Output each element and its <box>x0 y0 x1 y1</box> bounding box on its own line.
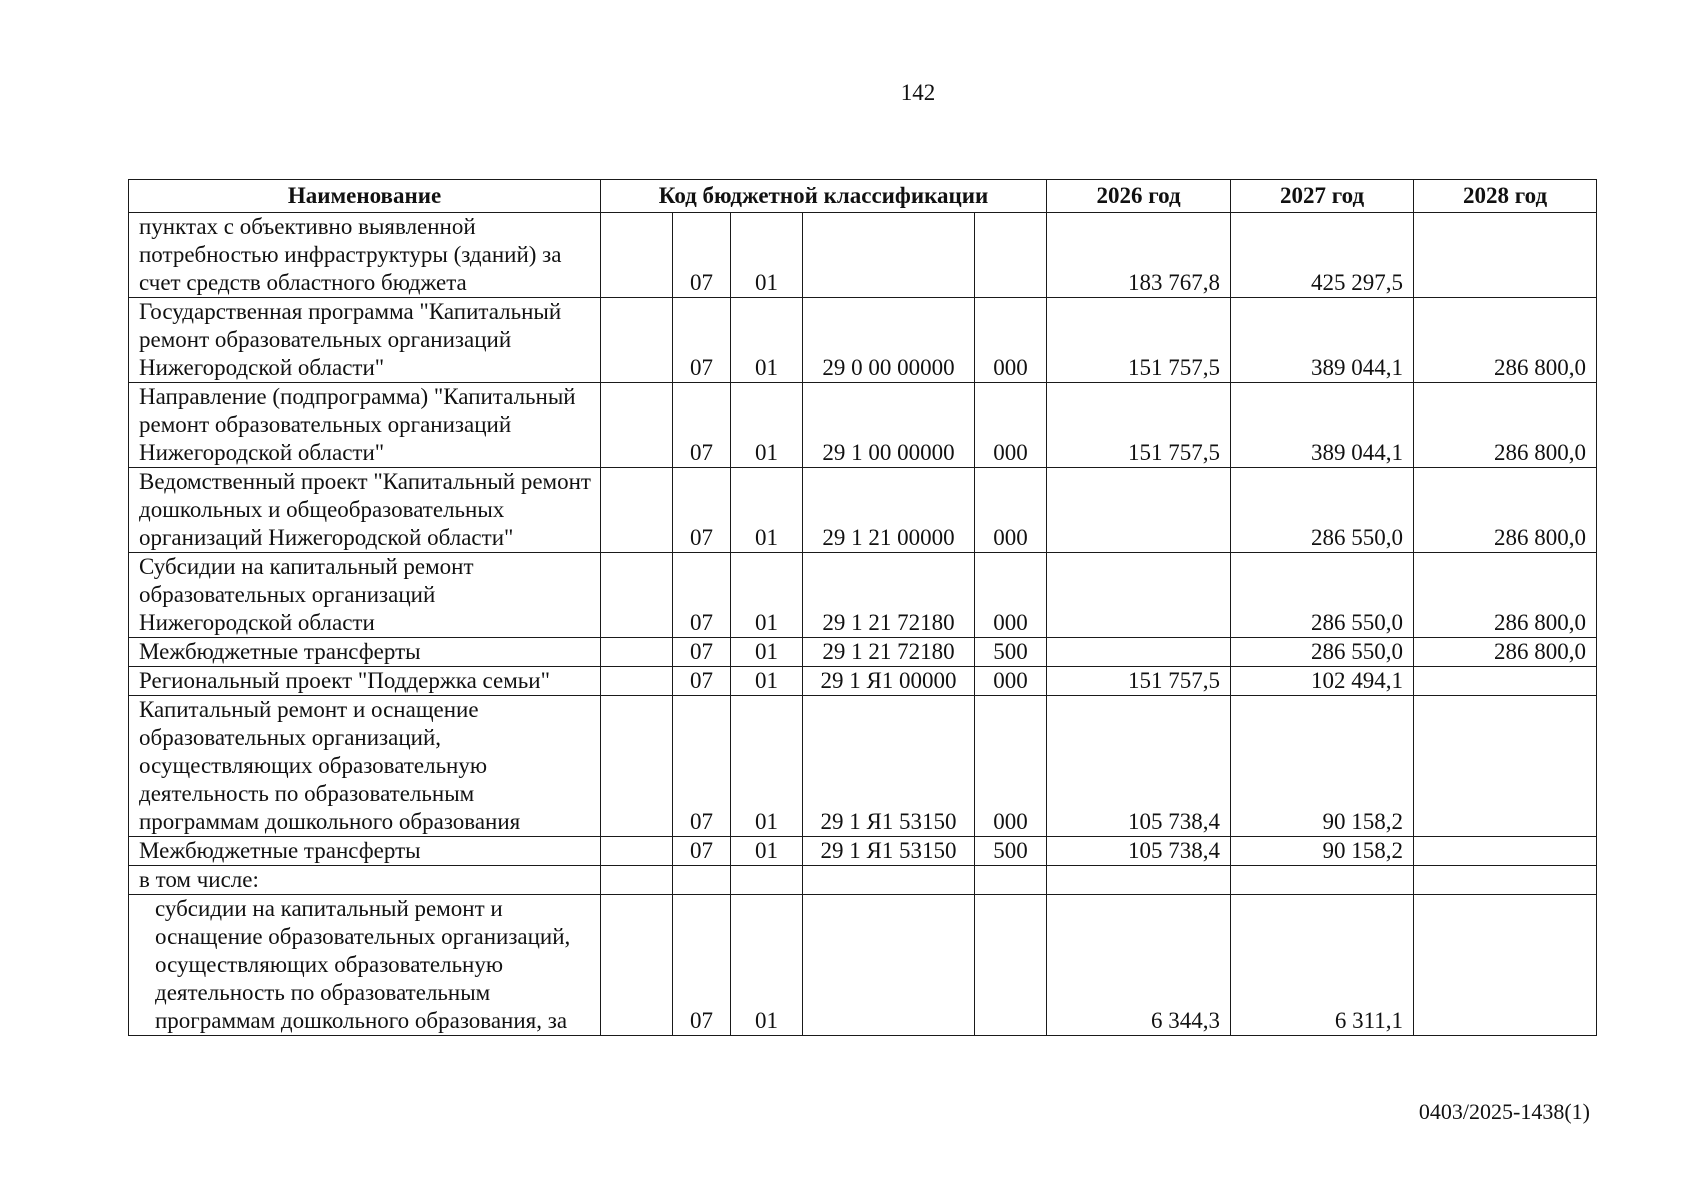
cell-code-expense-type: 000 <box>975 468 1047 553</box>
cell-value-2028: 286 800,0 <box>1414 383 1597 468</box>
table-header-row <box>129 180 1597 213</box>
cell-value-2027: 286 550,0 <box>1231 468 1414 553</box>
table-row <box>129 866 1597 895</box>
header-name: Наименование <box>129 180 601 213</box>
cell-name: Направление (подпрограмма) "Капитальный ремонт образовательных организаций Нижегородской области" <box>129 383 601 468</box>
document-id: 0403/2025-1438(1) <box>1418 1099 1590 1124</box>
cell-code-subsection: 01 <box>731 383 803 468</box>
cell-code-section: 07 <box>673 553 731 638</box>
cell-code-subsection: 01 <box>731 298 803 383</box>
cell-code-expense-type <box>975 213 1047 298</box>
cell-value-2028: 286 800,0 <box>1414 638 1597 667</box>
table-row <box>129 895 1597 1036</box>
cell-code-target: 29 1 21 00000 <box>803 468 975 553</box>
table-row <box>129 667 1597 696</box>
cell-code-section: 07 <box>673 837 731 866</box>
header-2028: 2028 год <box>1414 180 1597 213</box>
cell-value-2026: 151 757,5 <box>1047 383 1231 468</box>
cell-code-1 <box>601 837 673 866</box>
cell-name: Региональный проект "Поддержка семьи" <box>129 667 601 696</box>
cell-code-expense-type: 000 <box>975 696 1047 837</box>
cell-code-subsection: 01 <box>731 667 803 696</box>
cell-code-section: 07 <box>673 468 731 553</box>
cell-name: Ведомственный проект "Капитальный ремонт дошкольных и общеобразовательных организаций Нижегородской области" <box>129 468 601 553</box>
cell-code-section: 07 <box>673 667 731 696</box>
cell-code-target: 29 1 Я1 53150 <box>803 696 975 837</box>
cell-code-section <box>673 866 731 895</box>
cell-value-2028 <box>1414 837 1597 866</box>
cell-value-2027: 102 494,1 <box>1231 667 1414 696</box>
table-row <box>129 837 1597 866</box>
cell-value-2026: 105 738,4 <box>1047 696 1231 837</box>
cell-value-2026 <box>1047 638 1231 667</box>
header-2027: 2027 год <box>1231 180 1414 213</box>
cell-value-2028: 286 800,0 <box>1414 553 1597 638</box>
table-row <box>129 638 1597 667</box>
table-row <box>129 383 1597 468</box>
cell-value-2027: 286 550,0 <box>1231 638 1414 667</box>
cell-code-section: 07 <box>673 298 731 383</box>
table-row <box>129 553 1597 638</box>
cell-code-expense-type: 500 <box>975 837 1047 866</box>
cell-code-target: 29 1 Я1 00000 <box>803 667 975 696</box>
cell-code-subsection: 01 <box>731 638 803 667</box>
cell-code-target <box>803 213 975 298</box>
cell-code-expense-type: 000 <box>975 667 1047 696</box>
table-row <box>129 213 1597 298</box>
cell-code-section: 07 <box>673 383 731 468</box>
cell-code-1 <box>601 213 673 298</box>
cell-value-2026: 151 757,5 <box>1047 667 1231 696</box>
cell-value-2026 <box>1047 468 1231 553</box>
cell-name: пунктах с объективно выявленной потребностью инфраструктуры (зданий) за счет средств областного бюджета <box>129 213 601 298</box>
cell-code-1 <box>601 383 673 468</box>
cell-code-subsection: 01 <box>731 468 803 553</box>
cell-code-subsection: 01 <box>731 895 803 1036</box>
cell-name: субсидии на капитальный ремонт и оснащение образовательных организаций, осуществляющих образовательную деятельность по образовательным программам дошкольного образования, за <box>129 895 601 1036</box>
cell-value-2027: 90 158,2 <box>1231 696 1414 837</box>
cell-value-2026: 6 344,3 <box>1047 895 1231 1036</box>
header-code: Код бюджетной классификации <box>601 180 1047 213</box>
cell-code-target: 29 1 00 00000 <box>803 383 975 468</box>
cell-value-2027: 286 550,0 <box>1231 553 1414 638</box>
cell-value-2026: 151 757,5 <box>1047 298 1231 383</box>
cell-code-1 <box>601 298 673 383</box>
cell-code-expense-type: 000 <box>975 298 1047 383</box>
cell-code-subsection: 01 <box>731 213 803 298</box>
table-row <box>129 468 1597 553</box>
cell-code-1 <box>601 866 673 895</box>
cell-value-2028: 286 800,0 <box>1414 298 1597 383</box>
cell-value-2026 <box>1047 553 1231 638</box>
cell-value-2027: 90 158,2 <box>1231 837 1414 866</box>
cell-code-subsection: 01 <box>731 696 803 837</box>
cell-value-2027 <box>1231 866 1414 895</box>
table-row <box>129 298 1597 383</box>
table-body <box>129 213 1597 1036</box>
cell-value-2027: 425 297,5 <box>1231 213 1414 298</box>
cell-value-2028 <box>1414 696 1597 837</box>
cell-code-subsection <box>731 866 803 895</box>
cell-name: Государственная программа "Капитальный ремонт образовательных организаций Нижегородской области" <box>129 298 601 383</box>
cell-value-2026 <box>1047 866 1231 895</box>
table-row <box>129 696 1597 837</box>
cell-value-2028 <box>1414 213 1597 298</box>
cell-name: в том числе: <box>129 866 601 895</box>
cell-code-expense-type <box>975 866 1047 895</box>
cell-code-target: 29 1 Я1 53150 <box>803 837 975 866</box>
cell-code-section: 07 <box>673 895 731 1036</box>
cell-code-target <box>803 866 975 895</box>
cell-code-1 <box>601 696 673 837</box>
cell-code-1 <box>601 895 673 1036</box>
cell-code-1 <box>601 638 673 667</box>
cell-code-expense-type: 500 <box>975 638 1047 667</box>
cell-value-2026: 183 767,8 <box>1047 213 1231 298</box>
cell-code-expense-type: 000 <box>975 383 1047 468</box>
page-number: 142 <box>900 80 936 105</box>
cell-value-2028: 286 800,0 <box>1414 468 1597 553</box>
cell-value-2026: 105 738,4 <box>1047 837 1231 866</box>
cell-code-target: 29 0 00 00000 <box>803 298 975 383</box>
cell-code-target <box>803 895 975 1036</box>
cell-code-subsection: 01 <box>731 837 803 866</box>
cell-code-section: 07 <box>673 696 731 837</box>
cell-code-expense-type: 000 <box>975 553 1047 638</box>
header-2026: 2026 год <box>1047 180 1231 213</box>
cell-code-target: 29 1 21 72180 <box>803 553 975 638</box>
cell-code-section: 07 <box>673 213 731 298</box>
cell-value-2028 <box>1414 866 1597 895</box>
cell-name: Капитальный ремонт и оснащение образовательных организаций, осуществляющих образовательную деятельность по образовательным программам дошкольного образования <box>129 696 601 837</box>
cell-code-1 <box>601 667 673 696</box>
cell-name: Субсидии на капитальный ремонт образовательных организаций Нижегородской области <box>129 553 601 638</box>
cell-value-2027: 389 044,1 <box>1231 298 1414 383</box>
cell-code-subsection: 01 <box>731 553 803 638</box>
cell-code-1 <box>601 553 673 638</box>
cell-code-expense-type <box>975 895 1047 1036</box>
cell-value-2027: 389 044,1 <box>1231 383 1414 468</box>
cell-code-section: 07 <box>673 638 731 667</box>
cell-code-target: 29 1 21 72180 <box>803 638 975 667</box>
cell-name: Межбюджетные трансферты <box>129 837 601 866</box>
cell-code-1 <box>601 468 673 553</box>
cell-name: Межбюджетные трансферты <box>129 638 601 667</box>
cell-value-2027: 6 311,1 <box>1231 895 1414 1036</box>
cell-value-2028 <box>1414 667 1597 696</box>
cell-value-2028 <box>1414 895 1597 1036</box>
budget-table <box>128 179 1597 1036</box>
